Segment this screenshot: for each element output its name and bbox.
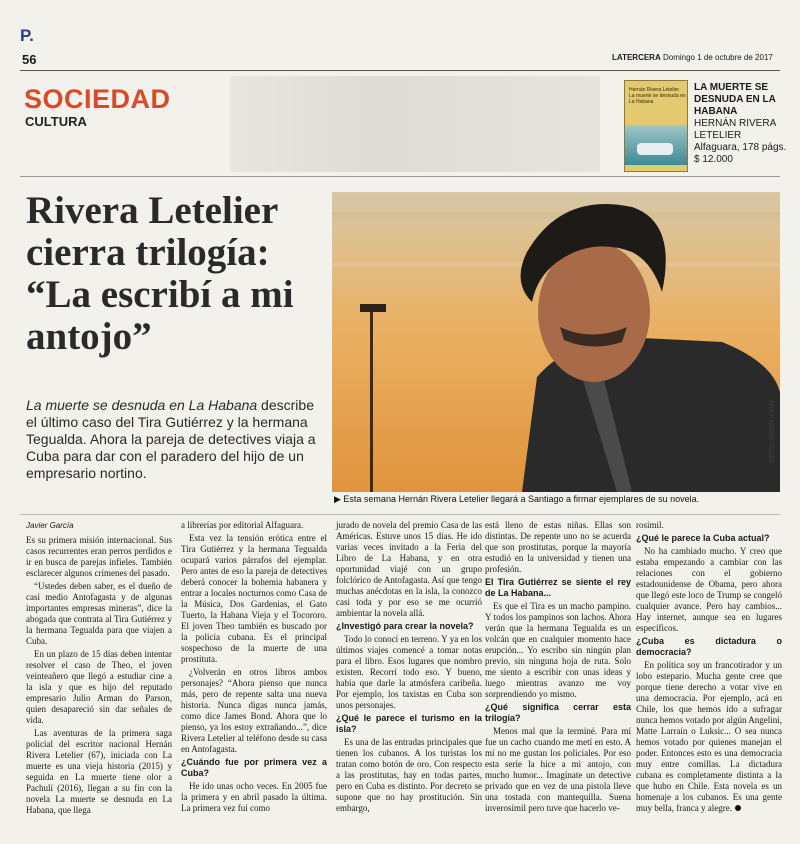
column-4 <box>485 520 631 816</box>
interview-question: ¿Qué le parece el turismo en la isla? <box>336 713 482 734</box>
interview-question: El Tira Gutiérrez se siente el rey de La Habana... <box>485 577 631 598</box>
author-photo <box>332 192 780 492</box>
paragraph: Es su primera misión internacional. Sus casos recurrentes eran perros perdidos e ir en busca de parejas infieles. También esclarecer algunos crímenes del pasado. <box>26 535 172 578</box>
paragraph <box>636 660 782 814</box>
newspaper-header <box>612 53 773 62</box>
deck <box>26 397 326 482</box>
byline: Javier García <box>26 521 74 530</box>
paragraph: Es una de las entradas principales que tienen los cubanos. A los turistas los tratan como botón de oro. Con respecto a las prostitutas, hay en todas partes, pero en Cuba es distinto. Por decreto se supone que no hay prostitución. Sin embargo, <box>336 737 482 813</box>
handwritten-mark: P. <box>20 26 34 45</box>
paragraph: Las aventuras de la primera saga policial del escritor nacional Hernán Rivera Letelier (67), iniciada con La muerte es una vieja historia (2015) y seguida en La muerte tiene olor a Pachulí (2016), llegan a su fin con la novela La muerte se desnuda en La Habana, que llega <box>26 728 172 815</box>
street-lamp-head <box>360 304 386 312</box>
paragraph: Esta vez la tensión erótica entre el Tira Gutiérrez y la hermana Tegualda ocupará varios párrafos del ejemplar. Pero antes de eso la pareja de detectives deberá conocer la bohemia habanera y entrar a locales nocturnos como Casa de la Música, Dos Gardenias, el Gato Tuerto, la Habana Vieja y el Tocororo. El joven Theo también es buscado por la policía cubana. Es el principal sospechoso de la muerte de una prostituta. <box>181 533 327 664</box>
book-cover <box>624 80 688 172</box>
headline: Rivera Letelier cierra trilogía: “La escribí a mi antojo” <box>26 189 294 358</box>
section-subtitle: CULTURA <box>25 114 87 129</box>
paragraph: Es que el Tira es un macho pampino. Y todos los pampinos son lachos. Ahora verán que la hermana Tegualda es un volcán que en cualquier momento hace erupción... Yo escribo sin ningún plan previo, sin ninguna hoja de ruta. Solo me siento a escribir con unas ideas y luego mientras avanzo me voy sorprendiendo yo mismo. <box>485 601 631 699</box>
interview-question: ¿Cuándo fue por primera vez a Cuba? <box>181 757 327 778</box>
interview-question: ¿Qué le parece la Cuba actual? <box>636 533 770 543</box>
paragraph: rosímil. <box>636 520 664 530</box>
column-1 <box>26 520 172 818</box>
photo-caption: ▶ Esta semana Hernán Rivera Letelier llegará a Santiago a firmar ejemplares de su novela. <box>334 494 700 504</box>
column-3 <box>336 520 482 816</box>
paragraph: a librerías por editorial Alfaguara. <box>181 520 304 530</box>
cloud-band <box>332 212 780 218</box>
photo-credit: FOTO: MARIO TELLEZ <box>767 400 773 464</box>
book-title: LA MUERTE SE DESNUDA EN LA HABANA <box>694 82 776 117</box>
book-publisher: Alfaguara, 178 págs. <box>694 142 787 153</box>
paragraph-text: En política soy un francotirador y un lobo estepario. Mucha gente cree que porque tiene derecho a votar vive en una democracia. Por ejemplo, acá en Chile, los que hemos ido a sufragar nunca hemos votado por algún Angelini, Matte Larraín o Luksic... O sea nunca hemos votado por quienes manejan el poder. Entonces esto es una democracia muy entre comillas. La dictadura cubana es completamente distinta a la que hubo en Chile. Esta novela es un homenaje a los cubanos. Es una gente muy bella, franca y alegre. <box>636 660 782 813</box>
paragraph: “Ustedes deben saber, es el dueño de casi medio Antofagasta y de algunas importantes empresas mineras”, dice la abogada que contrata al Tira Gutiérrez y la hermana Tegualda para que viajen a Cuba. <box>26 581 172 646</box>
issue-date: Domingo 1 de octubre de 2017 <box>662 53 773 62</box>
column-2 <box>181 520 327 816</box>
interview-question: ¿Qué significa cerrar esta trilogía? <box>485 702 631 723</box>
author-photo-illustration <box>332 192 780 492</box>
newspaper-name: LATERCERA <box>612 53 661 62</box>
paragraph: No ha cambiado mucho. Y creo que estaba empezando a cambiar con las relaciones con el gobierno estadounidense de Obama, pero ahora que llegó este loco de Trump se congeló cualquier avance. Pero hay cambios... Hay internet, aunque sea en lugares específicos. <box>636 546 782 633</box>
street-lamp-pole <box>370 310 373 492</box>
column-5 <box>636 520 782 816</box>
book-info <box>694 82 794 166</box>
paragraph: jurado de novela del premio Casa de las Américas. Estuve unos 15 días. He ido varias veces invitado a la Feria del Libro de La Habana, y en otra oportunidad viajé con un grupo folclórico de Antofagasta. Así que tengo muchas anécdotas en la isla, la conozco casi toda y por eso se me ocurrió ambientar la novela allá. <box>336 520 482 618</box>
section-title: SOCIEDAD <box>24 84 171 114</box>
car-icon <box>637 143 673 155</box>
paragraph: Todo lo conocí en terreno. Y ya en los últimos viajes comencé a tomar notas para el libro. Esos lugares que nombro existen. Recorrí todo eso. Y bueno, había que darle la atmósfera caribeña. Por ejemplo, los taxistas en Cuba son unos personajes. <box>336 634 482 710</box>
page-number: 56 <box>22 52 37 67</box>
paragraph: Menos mal que la terminé. Para mí fue un cacho cuando me metí en esto. A mí no me gustan los policiales. Por eso esta serie la hice a mi antojo, con mucho humor... Imagínate un detective privado que en vez de una pistola lleve una tostada con mantequilla. Suena inverosímil pero tuve que hacerlo ve- <box>485 726 631 813</box>
book-cover-text: Hernán Rivera Letelier La muerte se desnuda en La Habana <box>629 87 686 105</box>
paragraph: ¿Volverán en otros libros ambos personajes? “Ahora pienso que nunca más, pero de repente salta una nueva historia. Nunca digas nunca jamás, como dice James Bond. Ahora que lo pienso, ya los estoy extrañando...”, dice Rivera Letelier al teléfono desde su casa en Antofagasta. <box>181 667 327 754</box>
interview-question: ¿Cuba es dictadura o democracia? <box>636 636 782 657</box>
end-mark-icon <box>735 805 741 811</box>
deck-book-title: La muerte se desnuda en La Habana <box>26 397 258 413</box>
book-price: $ 12.000 <box>694 154 733 165</box>
book-author: HERNÁN RIVERA LETELIER <box>694 118 776 141</box>
top-rule <box>20 70 780 71</box>
deck-text: describe el último caso del Tira Gutiérrez y la hermana Tegualda. Ahora la pareja de detectives viaja a Cuba para dar con el paradero del hijo de un empresario nortino. <box>26 397 316 481</box>
paragraph: está lleno de estas niñas. Ellas son distintas. De repente uno no se acuerda que son prostitutas, porque la mayoría estudió en la universidad y tienen una profesión. <box>485 520 631 574</box>
columns-rule <box>20 514 780 515</box>
bleed-through-ghost <box>230 76 600 172</box>
header-divider <box>20 176 780 177</box>
paragraph: He ido unas ocho veces. En 2005 fue la primera y en abril pasado la última. La primera vez fui como <box>181 781 327 813</box>
paragraph: En un plazo de 15 días deben intentar resolver el caso de Theo, el joven veinteañero que llegó a estudiar cine a la isla y que es hijo del reputado empresario Julio Arman do Parson, quien desapareció sin dar señales de vida. <box>26 649 172 725</box>
interview-question: ¿Investigó para crear la novela? <box>336 621 474 631</box>
